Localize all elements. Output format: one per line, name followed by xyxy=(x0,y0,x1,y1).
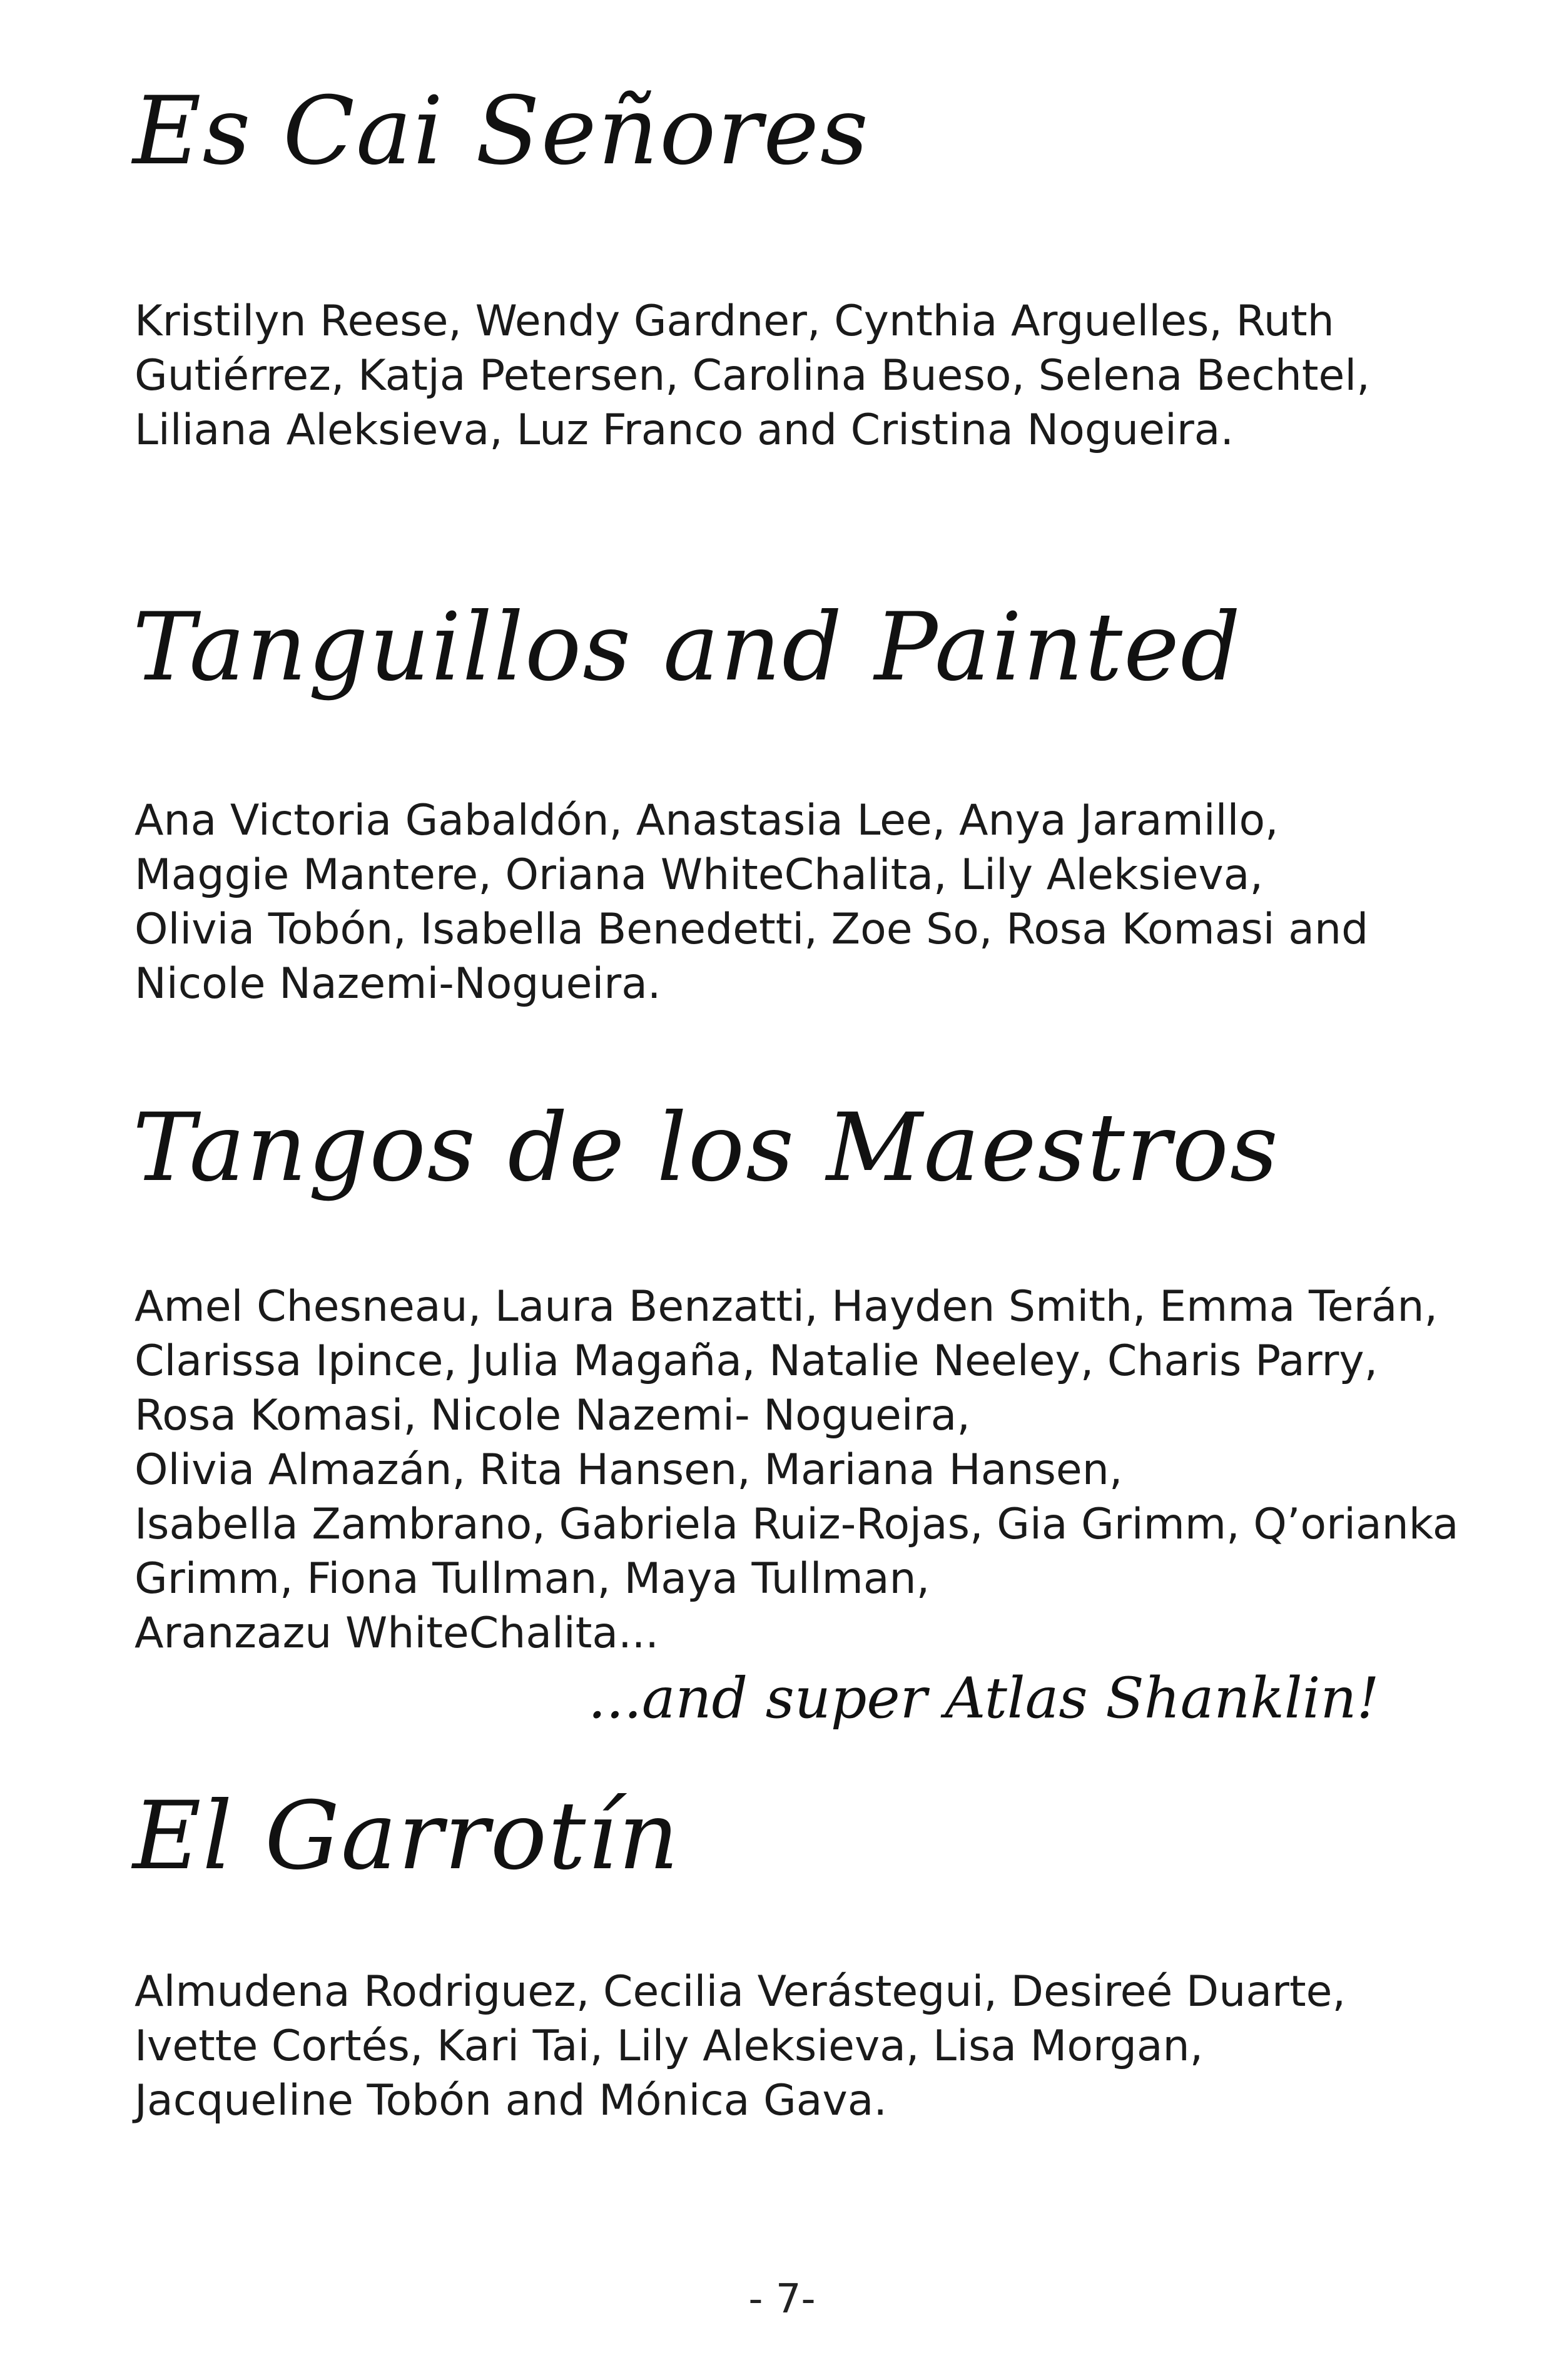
cast-line: Gutiérrez, Katja Petersen, Carolina Bueso, Selena Bechtel, xyxy=(135,351,1370,400)
section-heading-tanguillos-and-painted: Tanguillos and Painted xyxy=(133,593,1242,702)
section-cast-list-es-cai-senores xyxy=(135,294,1536,457)
cast-line: Nicole Nazemi-Nogueira. xyxy=(135,959,661,1009)
cast-line: Jacqueline Tobón and Mónica Gava. xyxy=(135,2076,887,2125)
page-number: - 7- xyxy=(748,2276,816,2322)
cast-line: Ivette Cortés, Kari Tai, Lily Aleksieva, Lisa Morgan, xyxy=(135,2021,1204,2071)
cast-line: Olivia Tobón, Isabella Benedetti, Zoe So, Rosa Komasi and xyxy=(135,905,1369,954)
cast-line: Rosa Komasi, Nicole Nazemi- Nogueira, xyxy=(135,1391,970,1440)
section-heading-el-garrotin: El Garrotín xyxy=(133,1782,680,1891)
section-heading-es-cai-senores: Es Cai Señores xyxy=(133,77,870,186)
cast-line: Clarissa Ipince, Julia Magaña, Natalie Neeley, Charis Parry, xyxy=(135,1336,1378,1386)
cast-line: Grimm, Fiona Tullman, Maya Tullman, xyxy=(135,1554,930,1604)
section-cast-list-tangos-de-los-maestros xyxy=(135,1279,1536,1660)
cast-line: Liliana Aleksieva, Luz Franco and Cristina Nogueira. xyxy=(135,405,1234,455)
section-heading-tangos-de-los-maestros: Tangos de los Maestros xyxy=(133,1094,1279,1203)
cast-line: Isabella Zambrano, Gabriela Ruiz-Rojas, Gia Grimm, Q’orianka xyxy=(135,1500,1459,1549)
section-cast-list-el-garrotin xyxy=(135,1965,1536,2128)
special-mention-signoff: ...and super Atlas Shanklin! xyxy=(588,1665,1379,1731)
cast-line: Ana Victoria Gabaldón, Anastasia Lee, Anya Jaramillo, xyxy=(135,796,1279,845)
cast-line: Maggie Mantere, Oriana WhiteChalita, Lily Aleksieva, xyxy=(135,850,1264,900)
section-cast-list-tanguillos-and-painted xyxy=(135,793,1536,1011)
cast-line: Aranzazu WhiteChalita... xyxy=(135,1609,659,1658)
cast-line: Kristilyn Reese, Wendy Gardner, Cynthia Arguelles, Ruth xyxy=(135,297,1334,346)
cast-line: Olivia Almazán, Rita Hansen, Mariana Hansen, xyxy=(135,1445,1123,1495)
cast-line: Amel Chesneau, Laura Benzatti, Hayden Smith, Emma Terán, xyxy=(135,1282,1438,1331)
cast-line: Almudena Rodriguez, Cecilia Verástegui, Desireé Duarte, xyxy=(135,1967,1346,2016)
